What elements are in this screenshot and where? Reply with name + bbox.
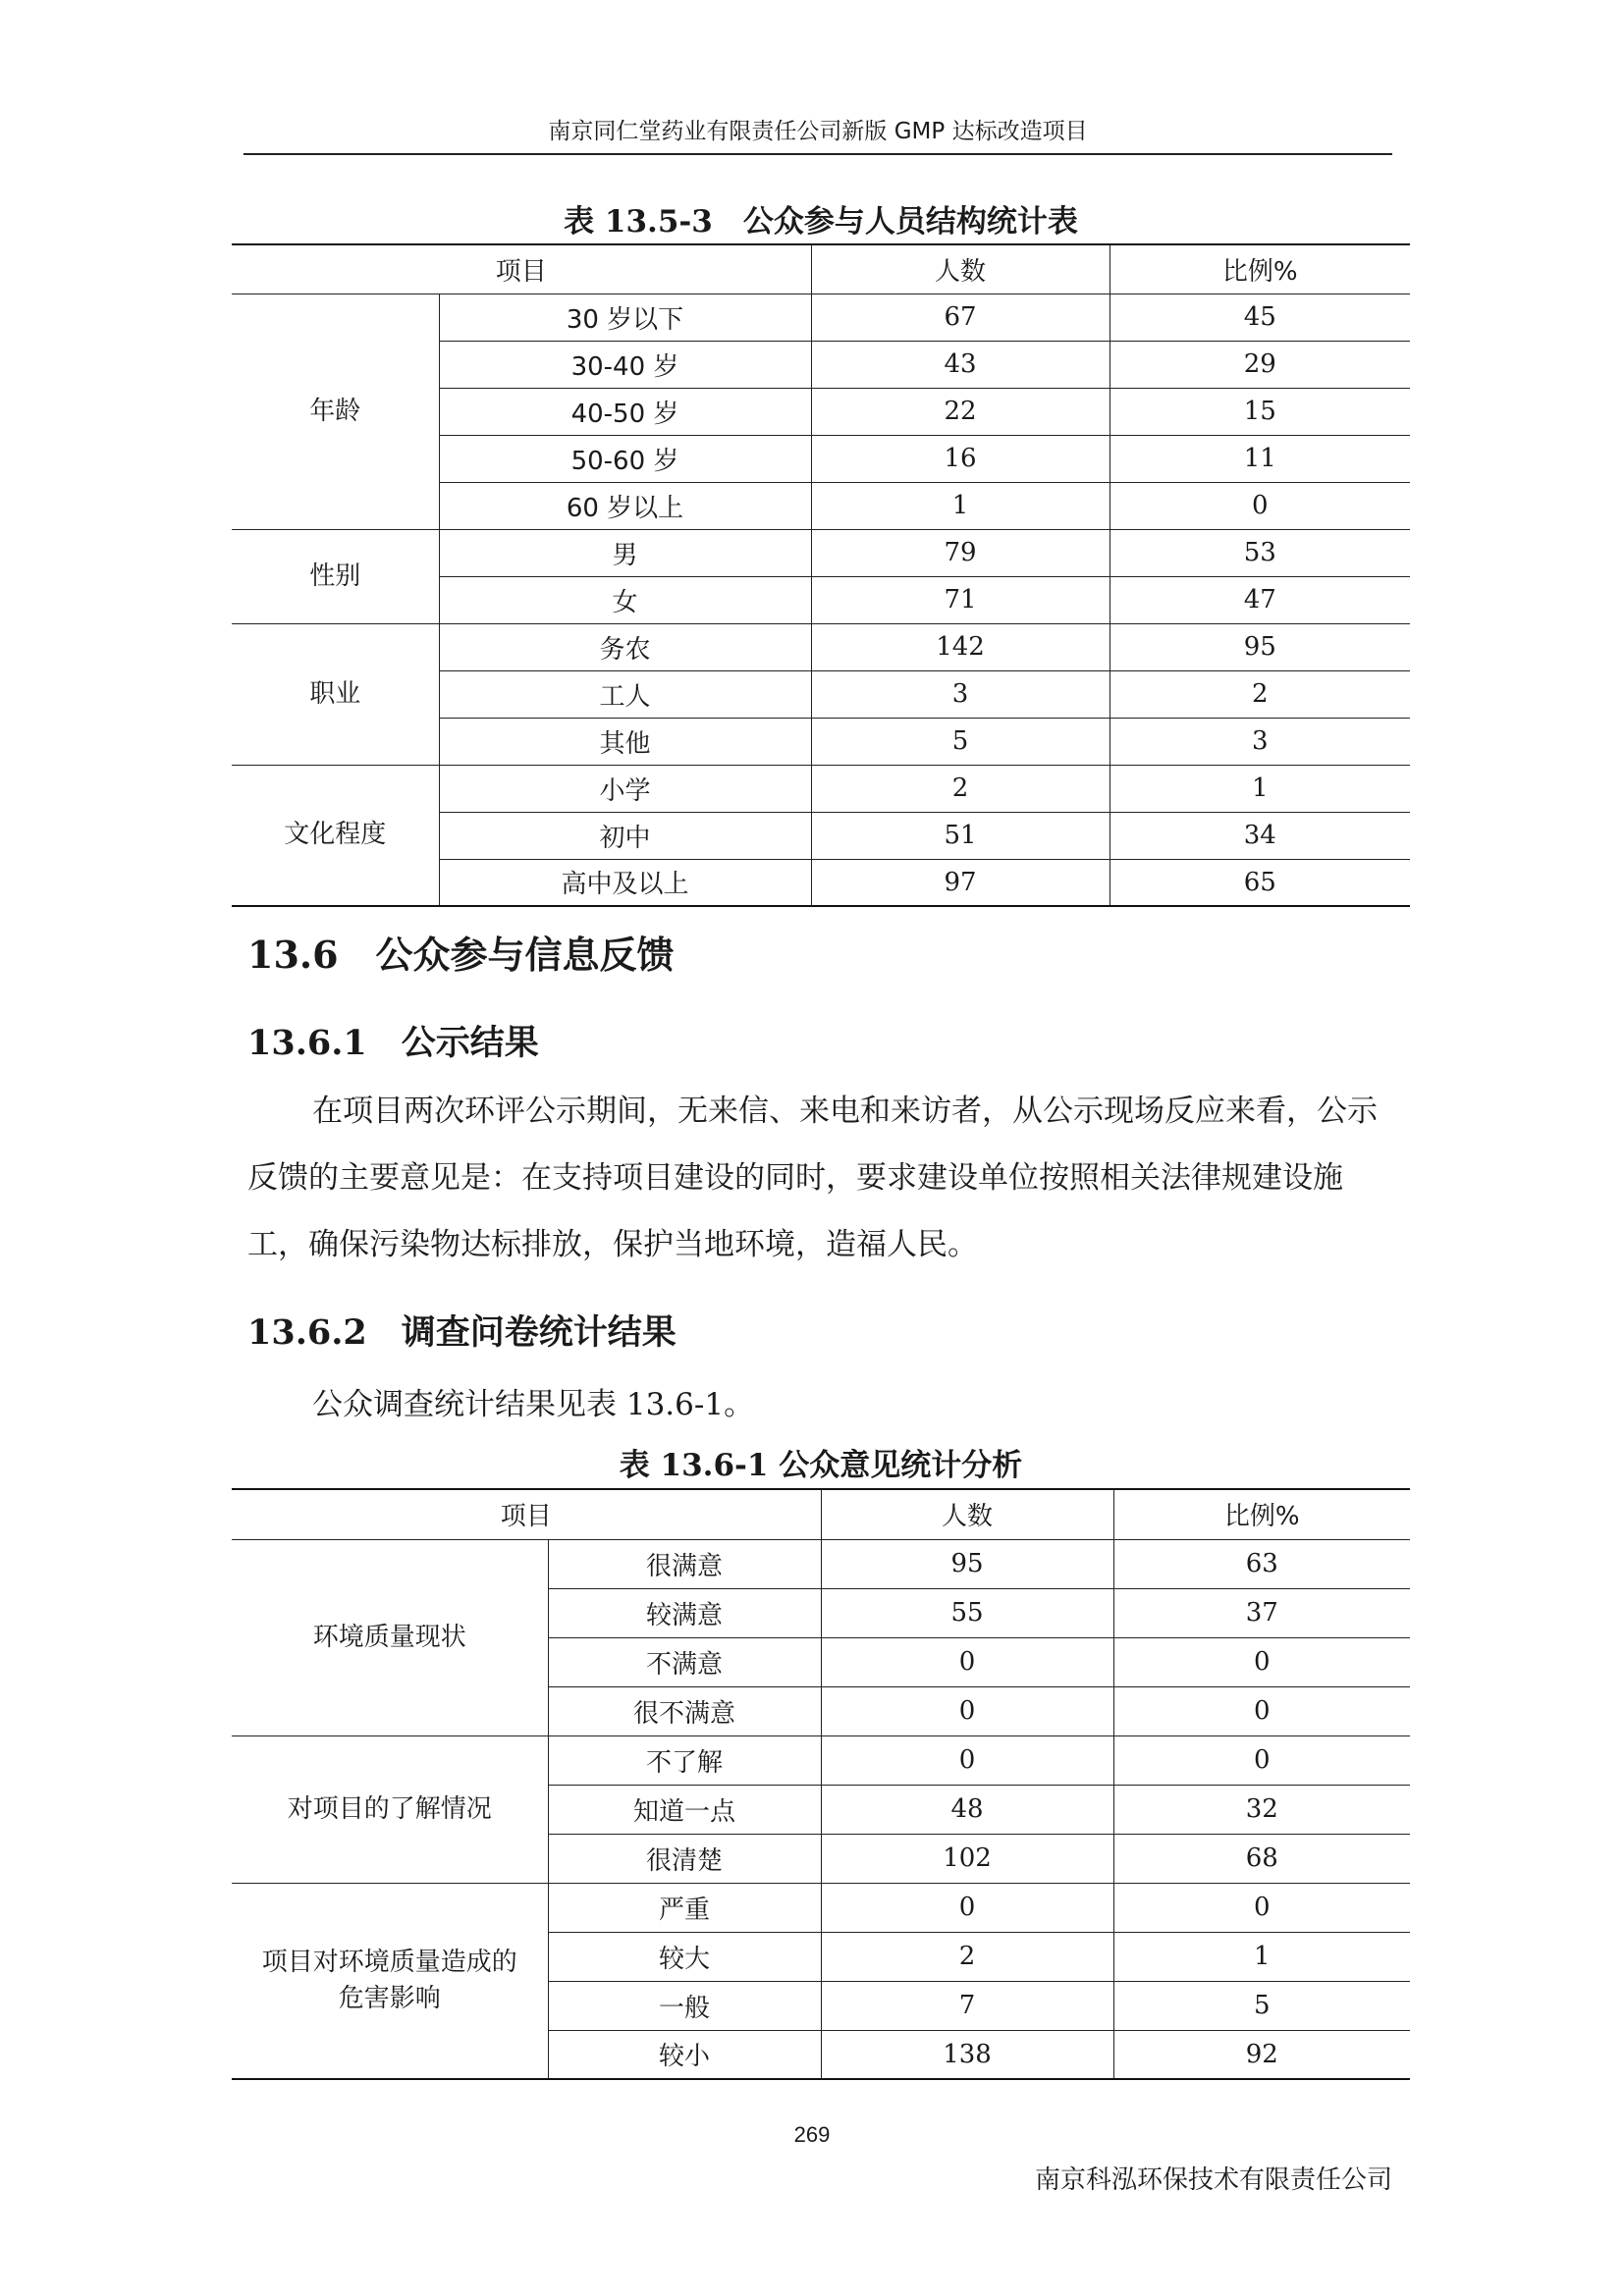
count-cell: 0 [821,1637,1113,1686]
count-cell: 2 [811,765,1110,812]
item-cell: 50-60 岁 [439,435,811,482]
count-cell: 55 [821,1588,1113,1637]
category-cell: 对项目的了解情况 [232,1735,548,1883]
ratio-cell: 3 [1110,718,1410,765]
count-cell: 67 [811,294,1110,341]
item-cell: 知道一点 [548,1785,821,1834]
category-cell: 性别 [232,529,439,623]
ratio-cell: 34 [1110,812,1410,859]
ratio-cell: 68 [1113,1834,1410,1883]
count-cell: 142 [811,623,1110,670]
item-cell: 男 [439,529,811,576]
count-cell: 3 [811,670,1110,718]
ratio-cell: 0 [1110,482,1410,529]
category-cell: 项目对环境质量造成的危害影响 [232,1883,548,2079]
table-row [232,294,1410,341]
item-cell: 40-50 岁 [439,388,811,435]
section-13-6-1-heading: 13.6.1 公示结果 [247,1023,539,1063]
count-cell: 79 [811,529,1110,576]
table-row [232,1735,1410,1785]
ratio-cell: 92 [1113,2030,1410,2079]
ratio-cell: 29 [1110,341,1410,388]
ratio-cell: 11 [1110,435,1410,482]
count-cell: 71 [811,576,1110,623]
column-header-count: 人数 [821,1489,1113,1539]
count-cell: 0 [821,1883,1113,1932]
item-cell: 较满意 [548,1588,821,1637]
column-header-item: 项目 [232,1489,821,1539]
ratio-cell: 47 [1110,576,1410,623]
ratio-cell: 0 [1113,1637,1410,1686]
item-cell: 一般 [548,1981,821,2030]
ratio-cell: 0 [1113,1735,1410,1785]
table-row [232,623,1410,670]
ratio-cell: 15 [1110,388,1410,435]
ratio-cell: 5 [1113,1981,1410,2030]
count-cell: 5 [811,718,1110,765]
item-cell: 30-40 岁 [439,341,811,388]
category-cell: 文化程度 [232,765,439,906]
category-cell: 环境质量现状 [232,1539,548,1735]
table-row [232,765,1410,812]
table-row [232,1539,1410,1588]
section-13-6-2-paragraph: 公众调查统计结果见表 13.6-1。 [312,1387,755,1422]
count-cell: 97 [811,859,1110,906]
count-cell: 48 [821,1785,1113,1834]
table1-caption: 表 13.5-3 公众参与人员结构统计表 [564,204,1078,240]
item-cell: 30 岁以下 [439,294,811,341]
count-cell: 22 [811,388,1110,435]
column-header-item: 项目 [232,244,811,294]
column-header-ratio: 比例% [1110,244,1410,294]
count-cell: 51 [811,812,1110,859]
ratio-cell: 45 [1110,294,1410,341]
column-header-count: 人数 [811,244,1110,294]
item-cell: 很满意 [548,1539,821,1588]
item-cell: 工人 [439,670,811,718]
ratio-cell: 32 [1113,1785,1410,1834]
table-public-opinion-analysis [232,1488,1410,2080]
item-cell: 初中 [439,812,811,859]
ratio-cell: 63 [1113,1539,1410,1588]
page-header: 南京同仁堂药业有限责任公司新版 GMP 达标改造项目 [244,110,1392,155]
item-cell: 女 [439,576,811,623]
item-cell: 60 岁以上 [439,482,811,529]
ratio-cell: 95 [1110,623,1410,670]
count-cell: 43 [811,341,1110,388]
count-cell: 2 [821,1932,1113,1981]
ratio-cell: 1 [1110,765,1410,812]
count-cell: 16 [811,435,1110,482]
item-cell: 很不满意 [548,1686,821,1735]
section-13-6-2-heading: 13.6.2 调查问卷统计结果 [247,1312,677,1353]
ratio-cell: 53 [1110,529,1410,576]
item-cell: 不满意 [548,1637,821,1686]
count-cell: 0 [821,1686,1113,1735]
count-cell: 0 [821,1735,1113,1785]
section-13-6-heading: 13.6 公众参与信息反馈 [247,933,675,977]
ratio-cell: 0 [1113,1686,1410,1735]
ratio-cell: 2 [1110,670,1410,718]
column-header-ratio: 比例% [1113,1489,1410,1539]
count-cell: 95 [821,1539,1113,1588]
count-cell: 138 [821,2030,1113,2079]
item-cell: 小学 [439,765,811,812]
section-13-6-1-paragraph: 在项目两次环评公示期间，无来信、来电和来访者，从公示现场反应来看，公示反馈的主要意见是：在支持项目建设的同时，要求建设单位按照相关法律规建设施工，确保污染物达标排放，保护当地环境，造福人民。 [247,1094,1378,1262]
count-cell: 1 [811,482,1110,529]
page-number: 269 [793,2122,831,2147]
item-cell: 较大 [548,1932,821,1981]
item-cell: 高中及以上 [439,859,811,906]
footer-company: 南京科泓环保技术有限责任公司 [1034,2165,1392,2195]
table-public-participant-structure [232,243,1410,907]
ratio-cell: 1 [1113,1932,1410,1981]
item-cell: 严重 [548,1883,821,1932]
ratio-cell: 65 [1110,859,1410,906]
table-row [232,529,1410,576]
category-cell: 年龄 [232,294,439,529]
ratio-cell: 0 [1113,1883,1410,1932]
table-row [232,1883,1410,1932]
item-cell: 不了解 [548,1735,821,1785]
item-cell: 务农 [439,623,811,670]
count-cell: 7 [821,1981,1113,2030]
count-cell: 102 [821,1834,1113,1883]
table2-caption: 表 13.6-1 公众意见统计分析 [619,1448,1023,1483]
item-cell: 很清楚 [548,1834,821,1883]
ratio-cell: 37 [1113,1588,1410,1637]
category-cell: 职业 [232,623,439,765]
item-cell: 较小 [548,2030,821,2079]
item-cell: 其他 [439,718,811,765]
